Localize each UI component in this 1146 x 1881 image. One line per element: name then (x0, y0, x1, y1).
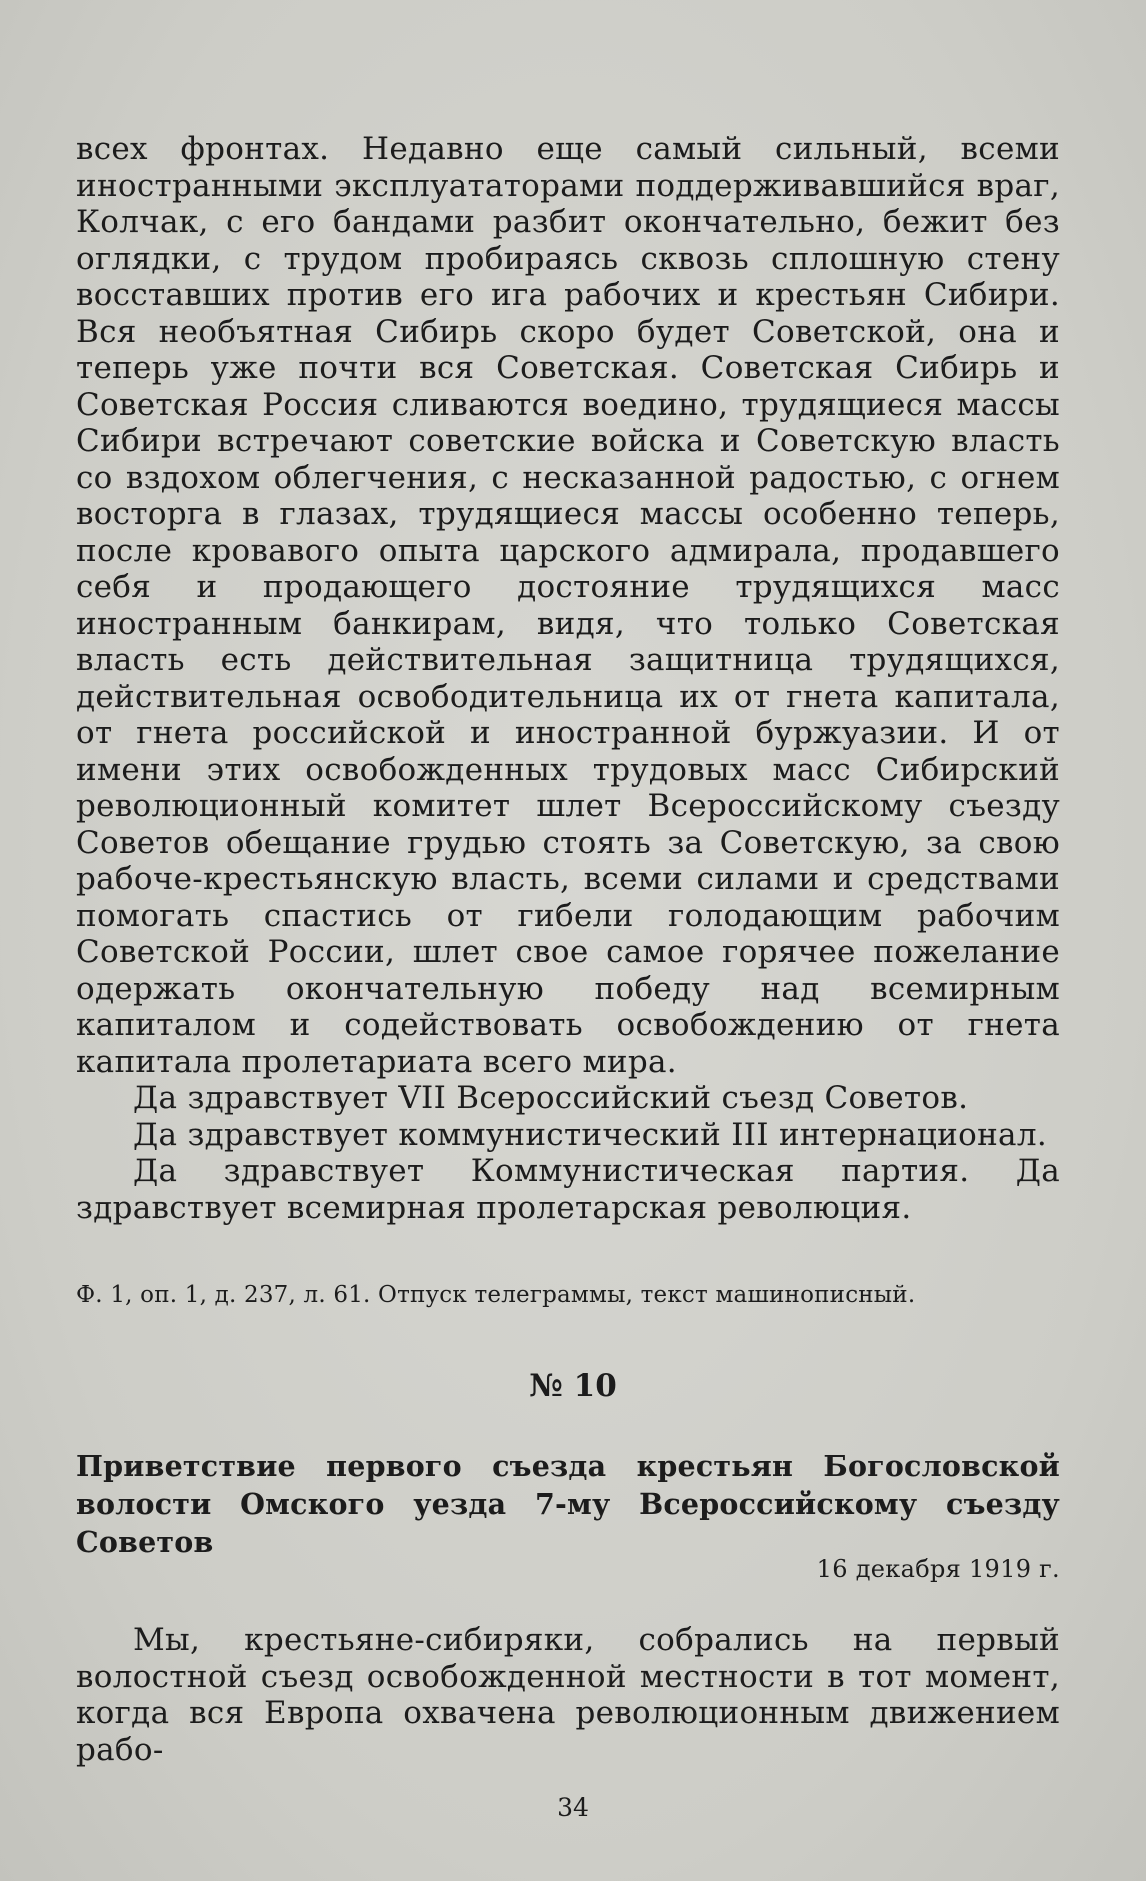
main-text (76, 131, 1060, 1226)
paragraph-salute-congress: Да здравствует VII Всероссийский съезд Советов. (133, 1080, 969, 1116)
document-body (76, 1622, 1060, 1768)
paragraph-telegram-body: всех фронтах. Недавно еще самый сильный, всеми иностранными эксплуататорами поддерживавшийся враг, Колчак, с его бандами разбит окончательно, бежит без оглядки, с трудом пробираясь сквозь сплошную стену восставших против его ига рабочих и крестьян Сибири. Вся необъятная Сибирь скоро будет Советской, она и теперь уже почти вся Советская. Советская Сибирь и Советская Россия сливаются воедино, трудящиеся массы Сибири встречают советские войска и Советскую власть со вздохом облегчения, с несказанной радостью, с огнем восторга в глазах, трудящиеся массы особенно теперь, после кровавого опыта царского адмирала, продавшего себя и продающего достояние трудящихся масс иностранным банкирам, видя, что только Советская власть есть действительная защитница трудящихся, действительная освободительница их от гнета капитала, от гнета российской и иностранной буржуазии. И от имени этих освобожденных трудовых масс Сибирский революционный комитет шлет Всероссийскому съезду Советов обещание грудью стоять за Советскую, за свою рабоче-крестьянскую власть, всеми силами и средствами помогать спастись от гибели голодающим рабочим Советской России, шлет свое самое горячее пожелание одержать окончательную победу над всемирным капиталом и содействовать освобождению от гнета капитала пролетариата всего мира. (76, 131, 1060, 1080)
archive-source-note: Ф. 1, оп. 1, д. 237, л. 61. Отпуск телеграммы, текст машинописный. (76, 1282, 916, 1308)
document-date: 16 декабря 1919 г. (816, 1555, 1060, 1583)
paragraph-document-opening: Мы, крестьяне-сибиряки, собрались на первый волостной съезд освобожденной местности в тот момент, когда вся Европа охвачена революционным движением рабо- (76, 1622, 1060, 1768)
paragraph-salute-international: Да здравствует коммунистический III интернационал. (133, 1116, 1047, 1153)
page-number: 34 (557, 1793, 589, 1822)
document-number: № 10 (529, 1368, 617, 1404)
document-title: Приветствие первого съезда крестьян Богословской волости Омского уезда 7-му Всероссийскому съезду Советов (76, 1449, 1060, 1559)
paragraph-salute-party: Да здравствует Коммунистическая партия. Да здравствует всемирная пролетарская революция. (76, 1153, 1060, 1226)
